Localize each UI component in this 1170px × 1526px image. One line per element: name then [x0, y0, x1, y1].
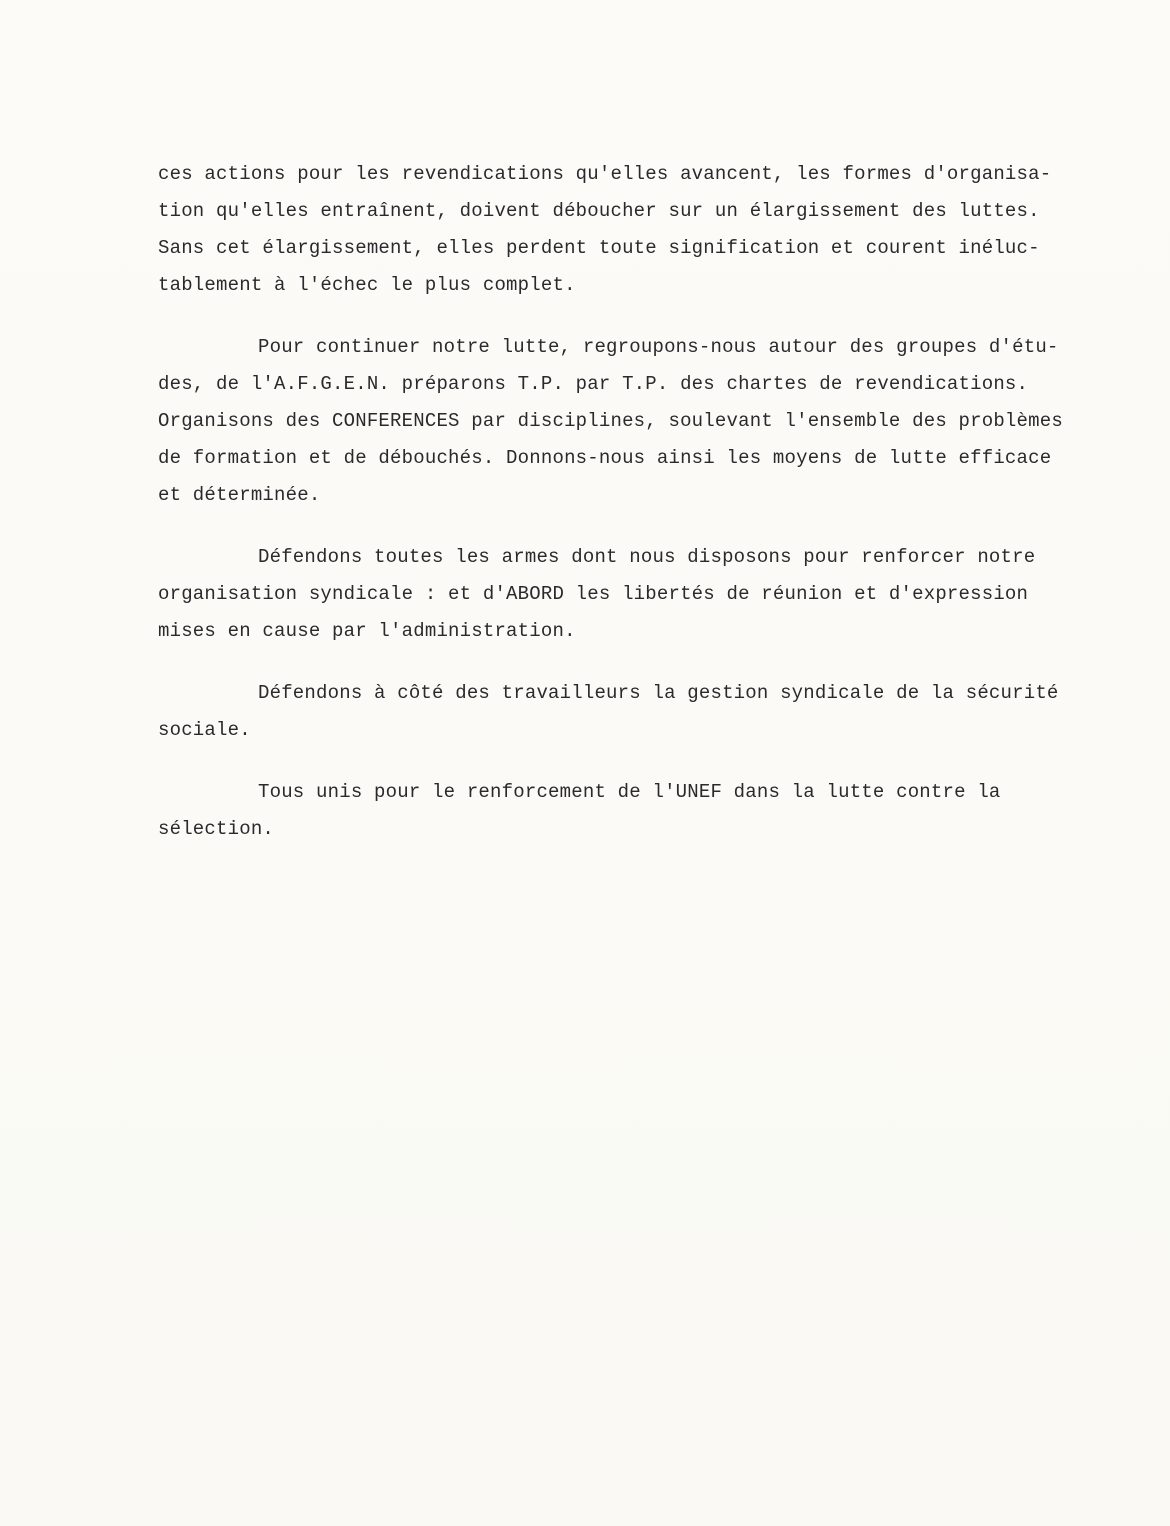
text-line: organisation syndicale : et d'ABORD les libertés de réunion et d'expression — [158, 583, 1029, 605]
text-line: sociale. — [158, 719, 251, 741]
text-line: sélection. — [158, 818, 275, 840]
paragraph-1 — [158, 156, 1058, 304]
text-line: et déterminée. — [158, 484, 321, 506]
text-line: ces actions pour les revendications qu'elles avancent, les formes d'organisa- — [158, 163, 1052, 185]
text-line: tablement à l'échec le plus complet. — [158, 274, 576, 296]
paragraph-3 — [158, 539, 1058, 650]
text-line: tion qu'elles entraînent, doivent déboucher sur un élargissement des luttes. — [158, 200, 1040, 222]
body-text — [158, 156, 1063, 873]
paragraph-2 — [158, 329, 1063, 514]
text-line: Sans cet élargissement, elles perdent toute signification et courent inéluc- — [158, 237, 1040, 259]
text-line: mises en cause par l'administration. — [158, 620, 576, 642]
text-line: Organisons des CONFERENCES par disciplines, soulevant l'ensemble des problèmes — [158, 410, 1063, 432]
text-line: Défendons à côté des travailleurs la gestion syndicale de la sécurité — [258, 682, 1059, 704]
text-line: Tous unis pour le renforcement de l'UNEF dans la lutte contre la — [258, 781, 1001, 803]
text-line: Défendons toutes les armes dont nous disposons pour renforcer notre — [258, 546, 1036, 568]
paragraph-4 — [158, 675, 1058, 749]
text-line: Pour continuer notre lutte, regroupons-nous autour des groupes d'étu- — [258, 336, 1059, 358]
text-line: des, de l'A.F.G.E.N. préparons T.P. par T.P. des chartes de revendications. — [158, 373, 1029, 395]
paragraph-5 — [158, 774, 1058, 848]
text-line: de formation et de débouchés. Donnons-nous ainsi les moyens de lutte efficace — [158, 447, 1052, 469]
